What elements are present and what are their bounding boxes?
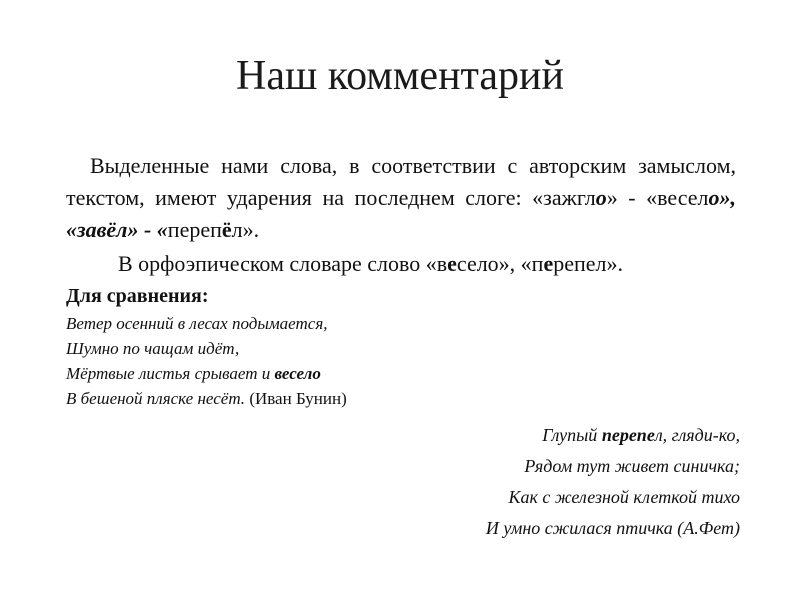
dictionary-paragraph xyxy=(66,248,736,280)
stress-letter: ё xyxy=(221,217,232,242)
poem-line-text: В бешеной пляске несёт. xyxy=(66,389,250,408)
poem-line: Как с железной клеткой тихо xyxy=(508,487,740,507)
para1-text-f: л». xyxy=(231,217,260,242)
para2-text-a: В орфоэпическом словаре слово «в xyxy=(118,251,448,276)
highlighted-word: весело xyxy=(274,364,321,383)
poem-line: Рядом тут живет синичка; xyxy=(524,456,740,476)
slide-title: Наш комментарий xyxy=(235,53,565,99)
poem-line-text: л, гляди-ко, xyxy=(654,425,740,445)
poem-author: (Иван Бунин) xyxy=(249,389,347,408)
para2-text-b: село», «п xyxy=(456,251,544,276)
para2-text-c: репел». xyxy=(553,251,624,276)
para1-text-e: переп xyxy=(167,217,222,242)
stress-letter: е xyxy=(543,251,554,276)
poem-line xyxy=(340,420,740,451)
poem-line: И умно сжилася птичка (А.Фет) xyxy=(485,518,740,538)
poem-line-text: Мёртвые листья срывает и xyxy=(66,364,275,383)
poem-line xyxy=(66,386,486,411)
para1-text-c: », xyxy=(719,185,736,210)
para1-text-a: Выделенные нами слова, в соответствии с авторским замыслом, текстом, имеют ударения на последнем слоге: «зажгл xyxy=(66,153,736,210)
poem-fet xyxy=(340,420,740,544)
compare-heading: Для сравнения: xyxy=(66,285,209,307)
poem-line xyxy=(66,361,486,386)
poem-bunin xyxy=(66,311,486,411)
comment-paragraph xyxy=(66,150,736,246)
stress-letter: о xyxy=(708,185,720,210)
para1-text-b: » - «весел xyxy=(606,185,709,210)
poem-line: Шумно по чащам идёт, xyxy=(66,339,240,358)
poem-line: Ветер осенний в лесах подымается, xyxy=(66,314,328,333)
stress-letter: е xyxy=(447,251,457,276)
para1-zavel: «завёл» - « xyxy=(66,217,168,242)
poem-line-text: Глупый xyxy=(542,425,602,445)
stress-letter: о xyxy=(595,185,607,210)
highlighted-word: перепе xyxy=(601,425,655,445)
